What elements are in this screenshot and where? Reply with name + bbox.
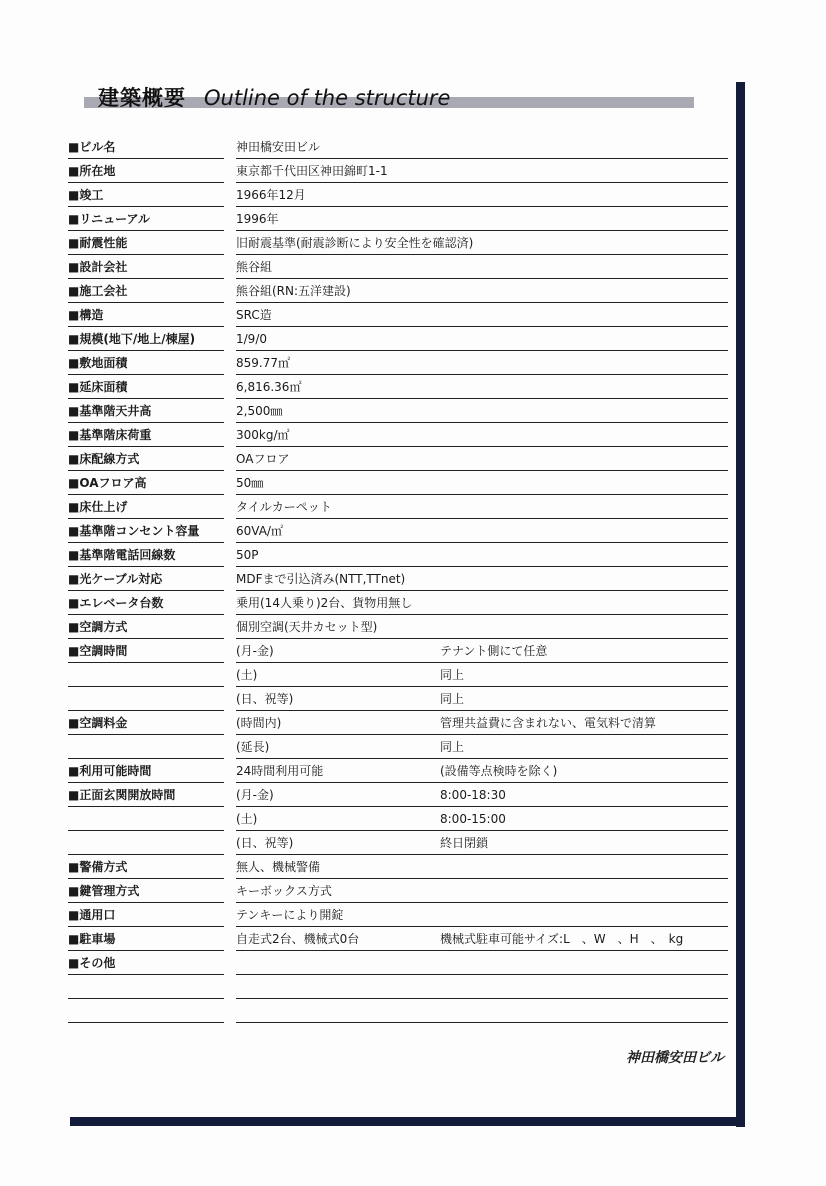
outline-table [0, 135, 736, 1023]
row-value-secondary [440, 543, 728, 566]
row-value: 24時間利用可能 [236, 764, 324, 778]
table-row [0, 639, 736, 663]
row-value-secondary [440, 135, 728, 158]
row-value: (土) [236, 812, 258, 826]
row-label: ■基準階電話回線数 [68, 543, 224, 567]
row-value-secondary [440, 303, 728, 326]
table-row [0, 279, 736, 303]
row-value: 50P [236, 548, 259, 562]
table-row [0, 855, 736, 879]
row-value-secondary [440, 279, 728, 302]
row-value-secondary [440, 423, 728, 446]
row-value: 熊谷組 [236, 260, 273, 274]
row-label: ■床配線方式 [68, 447, 224, 471]
row-value: 旧耐震基準(耐震診断により安全性を確認済) [236, 236, 474, 250]
row-value-secondary [440, 879, 728, 902]
row-value-secondary [440, 975, 728, 998]
table-row [0, 951, 736, 975]
table-row [0, 135, 736, 159]
row-label: ■鍵管理方式 [68, 879, 224, 903]
row-value: 自走式2台、機械式0台 [236, 932, 360, 946]
row-value-secondary [440, 327, 728, 350]
row-value: 1/9/0 [236, 332, 267, 346]
table-row [0, 591, 736, 615]
row-label: ■空調料金 [68, 711, 224, 735]
row-label: ■空調方式 [68, 615, 224, 639]
table-row [0, 447, 736, 471]
table-row [0, 927, 736, 951]
row-label: ■光ケーブル対応 [68, 567, 224, 591]
row-label: ■利用可能時間 [68, 759, 224, 783]
table-row [0, 663, 736, 687]
row-label: ■リニューアル [68, 207, 224, 231]
row-value-secondary: 同上 [440, 692, 465, 706]
row-value-secondary [440, 855, 728, 878]
row-value-secondary [440, 231, 728, 254]
row-label: ■空調時間 [68, 639, 224, 663]
row-label: ■耐震性能 [68, 231, 224, 255]
table-row [0, 615, 736, 639]
row-label [68, 807, 224, 831]
table-row [0, 879, 736, 903]
row-label: ■ビル名 [68, 135, 224, 159]
row-value: (土) [236, 668, 258, 682]
row-value [236, 951, 436, 974]
row-label: ■延床面積 [68, 375, 224, 399]
page-frame-right [736, 82, 745, 1127]
row-label: ■基準階コンセント容量 [68, 519, 224, 543]
row-label: ■竣工 [68, 183, 224, 207]
row-value-secondary [440, 903, 728, 926]
row-value: SRC造 [236, 308, 272, 322]
row-label: ■基準階天井高 [68, 399, 224, 423]
table-row [0, 735, 736, 759]
row-value-secondary [440, 999, 728, 1022]
row-value [236, 975, 436, 998]
row-value-secondary [440, 447, 728, 470]
row-value: OAフロア [236, 452, 290, 466]
table-row [0, 711, 736, 735]
table-row [0, 975, 736, 999]
row-value-secondary [440, 951, 728, 974]
table-row [0, 999, 736, 1023]
row-value: 6,816.36㎡ [236, 380, 302, 394]
table-row [0, 495, 736, 519]
table-row [0, 567, 736, 591]
table-row [0, 255, 736, 279]
page-header [98, 82, 450, 114]
row-label [68, 735, 224, 759]
row-value-secondary: 8:00-15:00 [440, 812, 506, 826]
row-label [68, 831, 224, 855]
row-value: (月-金) [236, 788, 274, 802]
row-label: ■敷地面積 [68, 351, 224, 375]
row-label: ■設計会社 [68, 255, 224, 279]
table-row [0, 159, 736, 183]
row-value: MDFまで引込済み(NTT,TTnet) [236, 572, 406, 586]
row-value: キーボックス方式 [236, 884, 332, 898]
row-value: 60VA/㎡ [236, 524, 283, 538]
row-value-secondary [440, 183, 728, 206]
row-value: 859.77㎡ [236, 356, 290, 370]
table-row [0, 831, 736, 855]
row-label [68, 975, 224, 999]
row-value: 個別空調(天井カセット型) [236, 620, 378, 634]
row-value: 無人、機械警備 [236, 860, 321, 874]
table-row [0, 423, 736, 447]
row-value: (延長) [236, 740, 270, 754]
row-value: (月-金) [236, 644, 274, 658]
table-row [0, 183, 736, 207]
row-value: 300kg/㎡ [236, 428, 290, 442]
table-row [0, 399, 736, 423]
row-value: 1966年12月 [236, 188, 306, 202]
row-value-secondary [440, 471, 728, 494]
row-value-secondary [440, 519, 728, 542]
row-value-secondary [440, 567, 728, 590]
row-label: ■駐車場 [68, 927, 224, 951]
row-value-secondary: (設備等点検時を除く) [440, 764, 558, 778]
row-value-secondary: 同上 [440, 740, 465, 754]
row-value-secondary [440, 495, 728, 518]
row-value: 50㎜ [236, 476, 264, 490]
row-value: 2,500㎜ [236, 404, 283, 418]
page-frame-bottom [70, 1117, 745, 1126]
row-value: 東京都千代田区神田錦町1-1 [236, 164, 388, 178]
row-value-secondary [440, 591, 728, 614]
row-label [68, 999, 224, 1023]
table-row [0, 303, 736, 327]
table-row [0, 759, 736, 783]
row-value-secondary [440, 207, 728, 230]
row-value-secondary: 管理共益費に含まれない、電気料で清算 [440, 716, 657, 730]
table-row [0, 231, 736, 255]
row-label: ■通用口 [68, 903, 224, 927]
row-value: (日、祝等) [236, 692, 294, 706]
table-row [0, 471, 736, 495]
row-value-secondary [440, 375, 728, 398]
row-label: ■床仕上げ [68, 495, 224, 519]
row-label: ■エレベータ台数 [68, 591, 224, 615]
table-row [0, 903, 736, 927]
row-value-secondary: 終日閉鎖 [440, 836, 489, 850]
row-value: タイルカーペット [236, 500, 332, 514]
row-value: (時間内) [236, 716, 282, 730]
table-row [0, 351, 736, 375]
row-value: 乗用(14人乗り)2台、貨物用無し [236, 596, 413, 610]
row-value: テンキーにより開錠 [236, 908, 344, 922]
row-value-secondary [440, 159, 728, 182]
row-value-secondary: テナント側にて任意 [440, 644, 548, 658]
row-label: ■所在地 [68, 159, 224, 183]
row-value [236, 999, 436, 1022]
row-value: 熊谷組(RN:五洋建設) [236, 284, 351, 298]
row-value-secondary: 8:00-18:30 [440, 788, 506, 802]
table-row [0, 327, 736, 351]
table-row [0, 375, 736, 399]
row-value: (日、祝等) [236, 836, 294, 850]
row-label: ■警備方式 [68, 855, 224, 879]
table-row [0, 519, 736, 543]
row-label: ■基準階床荷重 [68, 423, 224, 447]
row-label: ■OAフロア高 [68, 471, 224, 495]
table-row [0, 207, 736, 231]
table-row [0, 687, 736, 711]
row-label: ■施工会社 [68, 279, 224, 303]
row-value-secondary [440, 615, 728, 638]
page-title-english: Outline of the structure [204, 86, 451, 110]
footer-building-name: 神田橋安田ビル [626, 1050, 724, 1066]
page-title-japanese: 建築概要 [98, 86, 186, 110]
table-row [0, 783, 736, 807]
row-value: 神田橋安田ビル [236, 140, 321, 154]
row-label: ■規模(地下/地上/棟屋) [68, 327, 224, 351]
row-label: ■正面玄関開放時間 [68, 783, 224, 807]
row-label [68, 663, 224, 687]
row-value-secondary [440, 351, 728, 374]
row-value-secondary [440, 255, 728, 278]
row-value-secondary: 同上 [440, 668, 465, 682]
table-row [0, 807, 736, 831]
row-label: ■構造 [68, 303, 224, 327]
row-label [68, 687, 224, 711]
row-value: 1996年 [236, 212, 279, 226]
row-value-secondary: 機械式駐車可能サイズ:L 、W 、H 、 kg [440, 932, 684, 946]
table-row [0, 543, 736, 567]
row-value-secondary [440, 399, 728, 422]
row-label: ■その他 [68, 951, 224, 975]
